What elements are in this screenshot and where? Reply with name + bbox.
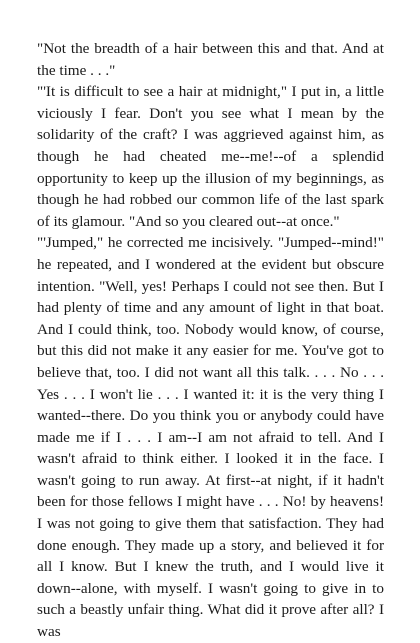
paragraph-1: "Not the breadth of a hair between this and that. And at the time . . ." (37, 40, 384, 79)
paragraph-2: "'It is difficult to see a hair at midnight," I put in, a little viciously I fear. Don't you see what I mean by the solidarity of the craft? I was aggrieved against him, as though he had cheated me--me!--of a splendid opportunity to keep up the illusion of my beginnings, as though he had robbed our common life of the last spark of its glamour. "And so you cleared out--at once." (37, 83, 384, 230)
paragraph-3: "'Jumped," he corrected me incisively. "Jumped--mind!" he repeated, and I wondered at the evident but obscure intention. "Well, yes! Perhaps I could not see then. But I had plenty of time and any amount of light in that boat. And I could think, too. Nobody would know, of course, but this did not make it any easier for me. You've got to believe that, too. I did not want all this talk. . . . No . . . Yes . . . I won't lie . . . I wanted it: it is the very thing I wanted--there. Do you think you or anybody could have made me if I . . . I am--I am not afraid to tell. And I wasn't afraid to think either. I looked it in the face. I wasn't going to run away. At first--at night, if it hadn't been for those fellows I might have . . . No! by heavens! I was not going to give them that satisfaction. They had done enough. They made up a story, and believed it for all I know. But I knew the truth, and I would live it down--alone, with myself. I wasn't going to give in to such a beastly unfair thing. What did it prove after all? I was (37, 234, 384, 641)
